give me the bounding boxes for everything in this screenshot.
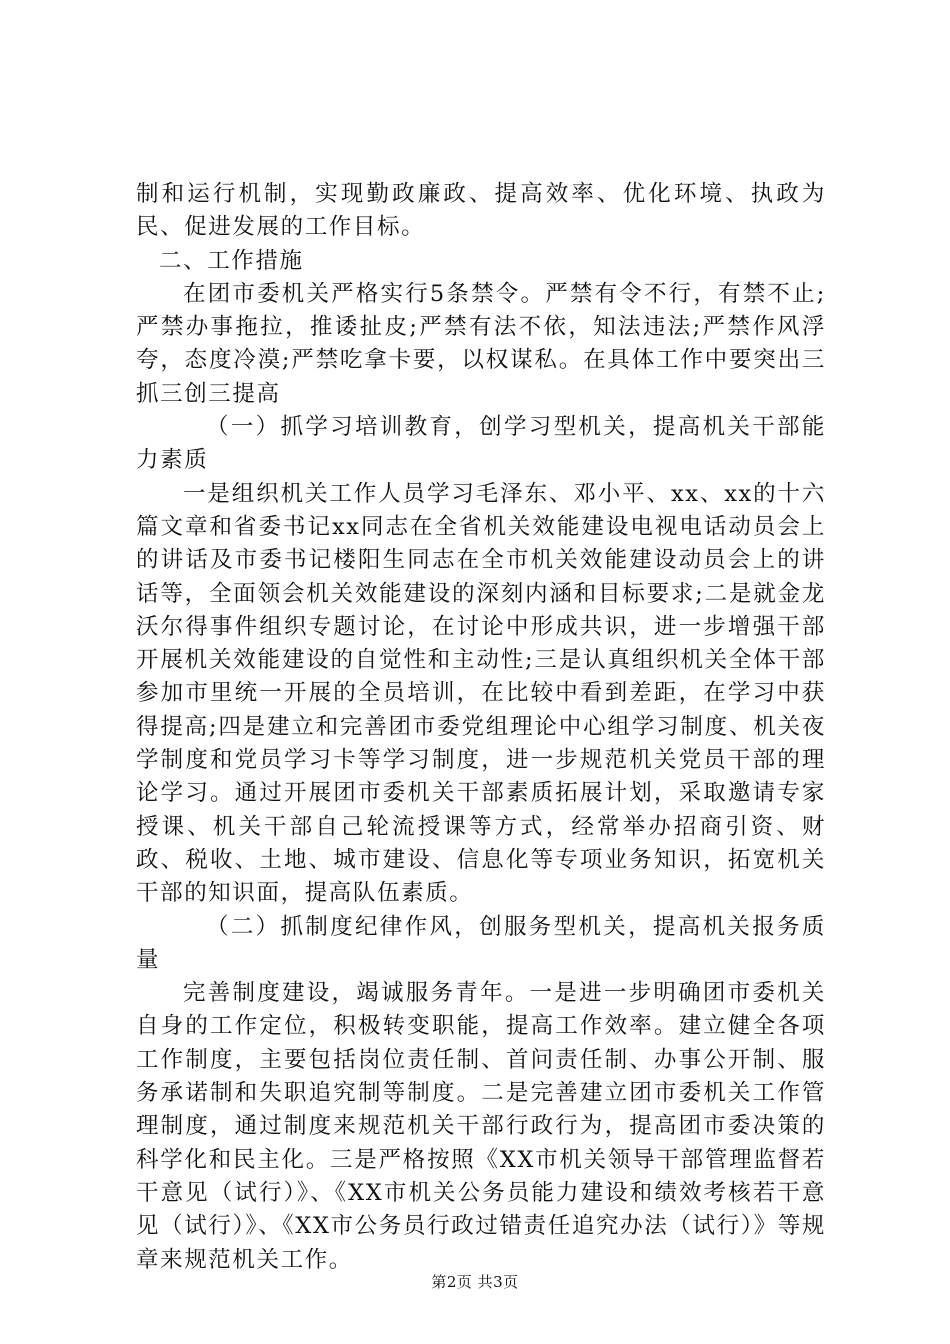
section-heading: 二、工作措施: [159, 247, 304, 274]
document-body: [136, 178, 826, 1277]
page-number: 第2页 共3页: [431, 1273, 519, 1291]
paragraph-prohibitions: 在团市委机关严格实行5条禁令。严禁有令不行，有禁不止;严禁办事拖拉，推诿扯皮;严禁有法不依，知法违法;严禁作风浮夸，态度冷漠;严禁吃拿卡要，以权谋私。在具体工作中要突出三抓三创三提高: [136, 280, 826, 407]
subheading-two: （二）抓制度纪律作风，创服务型机关，提高机关报务质量: [136, 913, 826, 973]
paragraph-system: 完善制度建设，竭诚服务青年。一是进一步明确团市委机关自身的工作定位，积极转变职能，提高工作效率。建立健全各项工作制度，主要包括岗位责任制、首问责任制、办事公开制、服务承诺制和失职追究制等制度。二是完善建立团市委机关工作管理制度，通过制度来规范机关干部行政行为，提高团市委决策的科学化和民主化。三是严格按照《XX市机关领导干部管理监督若干意见（试行）》、《XX市机关公务员能力建设和绩效考核若干意见（试行）》、《XX市公务员行政过错责任追究办法（试行）》等规章来规范机关工作。: [136, 980, 826, 1273]
paragraph-study: 一是组织机关工作人员学习毛泽东、邓小平、xx、xx的十六篇文章和省委书记xx同志在全省机关效能建设电视电话动员会上的讲话及市委书记楼阳生同志在全市机关效能建设动员会上的讲话等，全面领会机关效能建设的深刻内涵和目标要求;二是就金龙沃尔得事件组织专题讨论，在讨论中形成共识，进一步增强干部开展机关效能建设的自觉性和主动性;三是认真组织机关全体干部参加市里统一开展的全员培训，在比较中看到差距，在学习中获得提高;四是建立和完善团市委党组理论中心组学习制度、机关夜学制度和党员学习卡等学习制度，进一步规范机关党员干部的理论学习。通过开展团市委机关干部素质拓展计划，采取邀请专家授课、机关干部自己轮流授课等方式，经常举办招商引资、财政、税收、土地、城市建设、信息化等专项业务知识，拓宽机关干部的知识面，提高队伍素质。: [136, 480, 826, 907]
paragraph-continuation: 制和运行机制，实现勤政廉政、提高效率、优化环境、执政为民、促进发展的工作目标。: [136, 181, 826, 241]
subheading-one: （一）抓学习培训教育，创学习型机关，提高机关干部能力素质: [136, 414, 826, 474]
